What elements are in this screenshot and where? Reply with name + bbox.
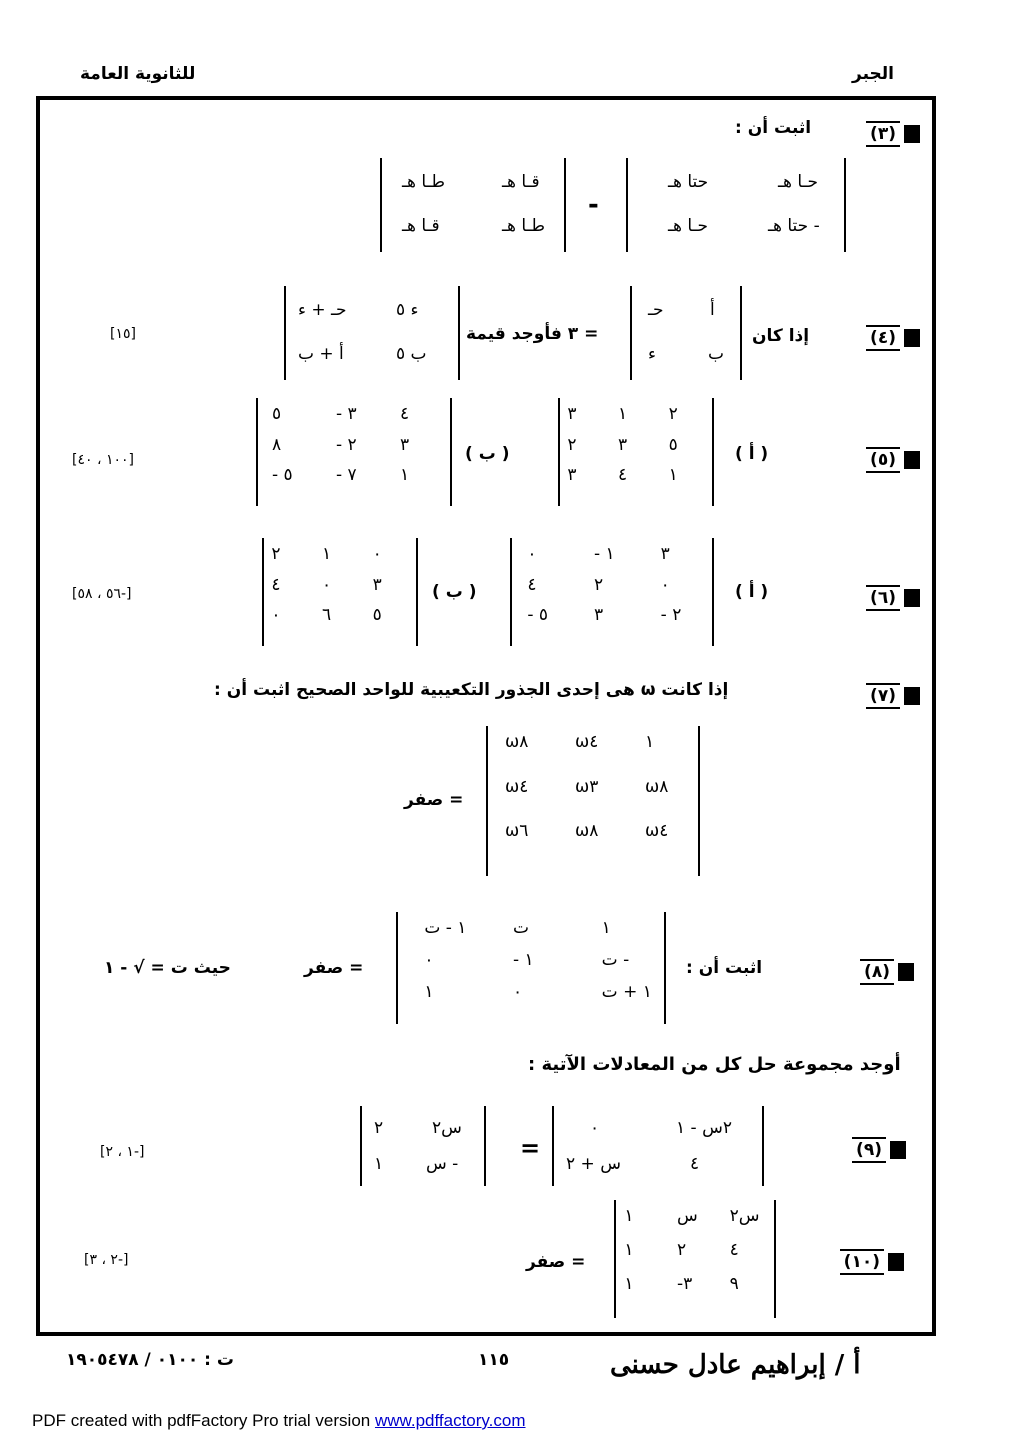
- q4-determinant-right: [284, 286, 460, 380]
- det-cell: حتا هـ: [668, 172, 709, 192]
- det-cell: أ + ب: [298, 344, 344, 364]
- det-cell: ء: [648, 344, 656, 364]
- square-bullet-icon: [904, 329, 920, 347]
- det-cell: حـا هـ: [668, 216, 709, 236]
- q8-equals-zero: = صفر: [304, 958, 364, 978]
- det-cell: ٤: [400, 404, 410, 424]
- det-cell: ٠: [660, 574, 670, 595]
- det-cell: ١: [668, 465, 678, 486]
- q5-part-b: ( ب ): [465, 444, 510, 464]
- det-cell: ١: [374, 1154, 384, 1174]
- det-cell: ٠: [424, 950, 434, 970]
- det-cell: ١: [624, 1240, 634, 1260]
- det-cell: ء ٥: [396, 300, 419, 320]
- question-4-if: إذا كان: [752, 326, 810, 346]
- question-10-tag: [820, 1248, 904, 1276]
- det-cell: ٢: [271, 544, 281, 564]
- det-cell: ٠: [590, 1118, 600, 1138]
- question-9-answer: [١ ، ٢-]: [100, 1144, 145, 1160]
- det-cell: أ: [710, 300, 715, 320]
- det-cell: - ت: [601, 950, 630, 970]
- question-5-tag: [836, 446, 920, 474]
- det-cell: ب ٥: [396, 344, 427, 364]
- det-cell: ٤: [729, 1240, 739, 1260]
- det-cell: ٥: [372, 605, 382, 626]
- det-cell: ω٤: [645, 821, 669, 842]
- det-cell: ١: [400, 465, 410, 486]
- square-bullet-icon: [904, 589, 920, 607]
- det-cell: ٣-: [677, 1274, 693, 1294]
- det-cell: ٤: [527, 574, 537, 595]
- q5-part-a: ( أ ): [735, 444, 769, 464]
- det-cell: ٢: [677, 1240, 687, 1260]
- q3-determinant-left: [626, 158, 846, 252]
- q6-part-b: ( ب ): [432, 582, 477, 602]
- det-cell: ٣: [594, 605, 604, 626]
- det-cell: ٢س - ١: [676, 1118, 732, 1138]
- det-cell: ٧ -: [336, 465, 357, 486]
- question-6-tag: [836, 584, 920, 612]
- question-4-mid-text: = ٣ فأوجد قيمة: [466, 324, 599, 344]
- square-bullet-icon: [890, 1141, 906, 1159]
- question-10-number: (١٠): [840, 1249, 884, 1275]
- q8-determinant: [396, 912, 666, 1024]
- det-cell: قـا هـ: [402, 216, 440, 236]
- det-cell: ω٨: [505, 732, 529, 752]
- question-7-tag: [836, 682, 920, 710]
- det-cell: ω٤: [505, 776, 529, 797]
- equations-intro: أوجد مجموعة حل كل من المعادلات الآتية :: [528, 1054, 901, 1075]
- det-cell: ٥: [668, 434, 678, 455]
- square-bullet-icon: [898, 963, 914, 981]
- question-8-tag: [830, 958, 914, 986]
- det-cell: ٢: [594, 574, 604, 595]
- question-3-tag: [836, 120, 920, 148]
- det-cell: ٣: [567, 404, 577, 424]
- pdf-notice-text: PDF created with pdfFactory Pro trial version: [32, 1411, 375, 1430]
- det-cell: طـا هـ: [402, 172, 446, 192]
- square-bullet-icon: [888, 1253, 904, 1271]
- det-cell: ١: [601, 918, 611, 938]
- det-cell: ٣: [618, 434, 628, 455]
- det-cell: ٢ -: [336, 434, 357, 455]
- det-cell: ت: [513, 918, 530, 938]
- question-6-answer: [٥٦ ، ٥٨-]: [72, 586, 132, 602]
- footer-author: أ / إبراهيم عادل حسنى: [610, 1350, 861, 1380]
- q3-minus-sign: -: [588, 190, 599, 220]
- q9-determinant-right: [360, 1106, 486, 1186]
- square-bullet-icon: [904, 687, 920, 705]
- q6-determinant-b: [262, 538, 418, 646]
- q3-determinant-right: [380, 158, 566, 252]
- question-4-answer: [١٥]: [110, 326, 136, 342]
- det-cell: ٠: [513, 982, 523, 1002]
- det-cell: ٤: [271, 574, 281, 595]
- det-cell: ١ -: [594, 544, 615, 564]
- footer-page-number: ١١٥: [478, 1350, 510, 1370]
- det-cell: ٣ -: [336, 404, 357, 424]
- question-6-number: (٦): [866, 585, 900, 611]
- det-cell: ω٤: [575, 732, 599, 752]
- q6-determinant-a: [510, 538, 714, 646]
- det-cell: ٠: [322, 574, 332, 595]
- question-9-number: (٩): [852, 1137, 886, 1163]
- det-cell: ٢ -: [660, 605, 682, 626]
- q4-determinant-left: [630, 286, 742, 380]
- question-5-number: (٥): [866, 447, 900, 473]
- q8-where-clause: حيث ت = √ - ١: [104, 958, 231, 978]
- det-cell: - س: [426, 1154, 459, 1174]
- det-cell: ١: [645, 732, 655, 752]
- q9-determinant-left: [552, 1106, 764, 1186]
- q10-equals-zero: = صفر: [526, 1252, 586, 1272]
- det-cell: ٨: [272, 434, 282, 455]
- det-cell: ٤: [690, 1154, 700, 1174]
- det-cell: ٩: [729, 1274, 739, 1294]
- pdffactory-link[interactable]: www.pdffactory.com: [374, 1411, 526, 1430]
- det-cell: س: [677, 1206, 698, 1226]
- question-8-text: اثبت أن :: [686, 958, 763, 978]
- q10-determinant: [614, 1200, 776, 1318]
- q9-equals-sign: =: [520, 1134, 541, 1162]
- question-5-answer: [١٠٠ ، ٤٠]: [72, 452, 134, 468]
- question-10-answer: [٢ ، ٣-]: [84, 1252, 129, 1268]
- q5-determinant-a: [558, 398, 714, 506]
- footer-phone: ت : ٠١٠٠ / ١٩٠٥٤٧٨: [66, 1350, 234, 1370]
- det-cell: ٠: [372, 544, 382, 564]
- det-cell: طـا هـ: [502, 216, 546, 236]
- header-grade: للثانوية العامة: [80, 64, 196, 84]
- det-cell: قـا هـ: [502, 172, 540, 192]
- q6-part-a: ( أ ): [735, 582, 769, 602]
- det-cell: - حتا هـ: [768, 216, 820, 236]
- det-cell: ٣: [400, 434, 410, 455]
- det-cell: ٣: [372, 574, 382, 595]
- det-cell: ١ - ت: [424, 918, 467, 938]
- det-cell: ٠: [527, 544, 537, 564]
- det-cell: ω٨: [575, 821, 599, 842]
- det-cell: ٣: [567, 465, 577, 486]
- question-7-text: إذا كانت ω هى إحدى الجذور التكعيبية للواحد الصحيح اثبت أن :: [214, 680, 729, 700]
- header-subject: الجبر: [852, 64, 894, 84]
- det-cell: س٢: [432, 1118, 462, 1138]
- question-4-number: (٤): [866, 325, 900, 351]
- question-3-text: اثبت أن :: [735, 118, 812, 138]
- question-7-number: (٧): [866, 683, 900, 709]
- q7-equals-zero: = صفر: [404, 790, 464, 810]
- det-cell: ١: [424, 982, 434, 1002]
- det-cell: ٥ -: [272, 465, 293, 486]
- det-cell: حـ: [648, 300, 664, 320]
- det-cell: ٦: [322, 605, 332, 626]
- det-cell: ω٦: [505, 821, 529, 842]
- det-cell: ٤: [618, 465, 628, 486]
- det-cell: ١ + ت: [601, 982, 652, 1002]
- question-8-number: (٨): [860, 959, 894, 985]
- det-cell: ١: [624, 1206, 634, 1226]
- det-cell: س + ٢: [566, 1154, 621, 1174]
- det-cell: ١: [322, 544, 332, 564]
- det-cell: ω٣: [575, 776, 599, 797]
- det-cell: ب: [708, 344, 725, 364]
- square-bullet-icon: [904, 125, 920, 143]
- det-cell: ٢: [668, 404, 678, 424]
- q5-determinant-b: [256, 398, 452, 506]
- question-3-number: (٣): [866, 121, 900, 147]
- det-cell: ٢: [567, 434, 577, 455]
- det-cell: ٥: [272, 404, 282, 424]
- det-cell: ٢: [374, 1118, 384, 1138]
- det-cell: حـ + ء: [298, 300, 347, 320]
- det-cell: ٥ -: [527, 605, 549, 626]
- question-4-tag: [836, 324, 920, 352]
- square-bullet-icon: [904, 451, 920, 469]
- det-cell: ٣: [660, 544, 670, 564]
- det-cell: ω٨: [645, 776, 669, 797]
- page-frame: [36, 96, 936, 1336]
- det-cell: ١: [618, 404, 628, 424]
- question-9-tag: [822, 1136, 906, 1164]
- q7-determinant: [486, 726, 700, 876]
- det-cell: ٠: [271, 605, 281, 626]
- det-cell: ١: [624, 1274, 634, 1294]
- det-cell: س٢: [729, 1206, 760, 1226]
- pdf-notice: [32, 1411, 526, 1431]
- det-cell: ١ -: [513, 950, 534, 970]
- det-cell: حـا هـ: [778, 172, 819, 192]
